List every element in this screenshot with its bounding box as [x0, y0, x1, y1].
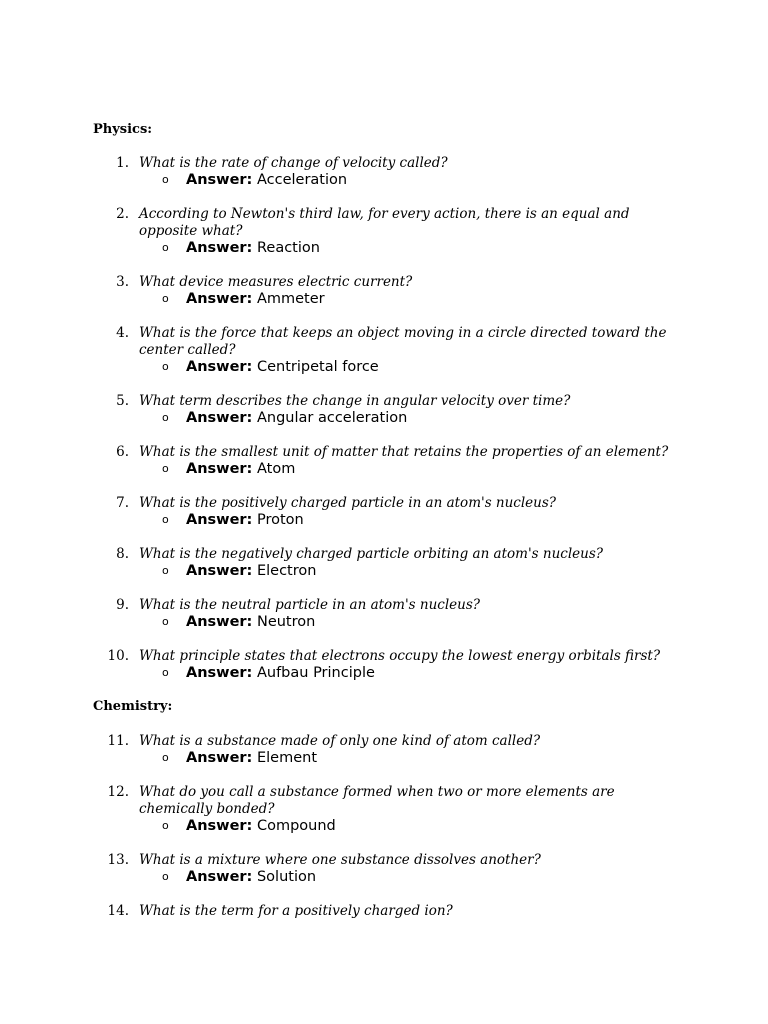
answer-item — [0, 868, 768, 886]
answer-item — [0, 613, 768, 631]
answer-item — [0, 749, 768, 767]
answer-line — [186, 409, 407, 427]
answer-item — [0, 664, 768, 682]
question-number: 1. — [116, 155, 129, 171]
question-text: What do you call a substance formed when two or more elements are chemically bonded? — [139, 784, 615, 817]
bullet-marker: o — [162, 564, 169, 577]
answer-item — [0, 562, 768, 580]
bullet-marker: o — [162, 173, 169, 186]
answer-item — [0, 817, 768, 835]
answer-item — [0, 239, 768, 257]
question-text: What is the rate of change of velocity called? — [139, 155, 448, 171]
question-number: 12. — [107, 784, 129, 800]
question-number: 5. — [116, 393, 129, 409]
answer-label: Answer: — [186, 563, 253, 579]
answer-label: Answer: — [186, 410, 253, 426]
answer-line — [186, 171, 347, 189]
answer-value: Acceleration — [256, 172, 348, 188]
section-heading-chemistry: Chemistry: — [93, 699, 173, 714]
answer-line — [186, 613, 315, 631]
answer-label: Answer: — [186, 512, 253, 528]
question-text: What is the smallest unit of matter that retains the properties of an element? — [139, 444, 669, 460]
bullet-marker: o — [162, 241, 169, 254]
answer-item — [0, 171, 768, 189]
answer-value: Ammeter — [256, 291, 325, 307]
answer-label: Answer: — [186, 172, 253, 188]
question-number: 9. — [116, 597, 129, 613]
bullet-marker: o — [162, 292, 169, 305]
answer-label: Answer: — [186, 291, 253, 307]
question-number: 7. — [116, 495, 129, 511]
bullet-marker: o — [162, 666, 169, 679]
bullet-marker: o — [162, 360, 169, 373]
answer-value: Solution — [256, 869, 317, 885]
answer-label: Answer: — [186, 461, 253, 477]
answer-value: Proton — [256, 512, 304, 528]
bullet-marker: o — [162, 615, 169, 628]
answer-value: Atom — [256, 461, 296, 477]
question-number: 10. — [107, 648, 129, 664]
question-number: 8. — [116, 546, 129, 562]
bullet-marker: o — [162, 819, 169, 832]
answer-label: Answer: — [186, 359, 253, 375]
answer-line — [186, 460, 295, 478]
answer-value: Compound — [256, 818, 336, 834]
question-text: What is the negatively charged particle orbiting an atom's nucleus? — [139, 546, 604, 562]
question-text: What is the neutral particle in an atom's nucleus? — [139, 597, 481, 613]
bullet-marker: o — [162, 870, 169, 883]
question-text: What is the positively charged particle in an atom's nucleus? — [139, 495, 557, 511]
question-text: What principle states that electrons occupy the lowest energy orbitals first? — [139, 648, 661, 664]
answer-line — [186, 511, 304, 529]
bullet-marker: o — [162, 411, 169, 424]
answer-value: Aufbau Principle — [256, 665, 375, 681]
answer-value: Centripetal force — [256, 359, 379, 375]
bullet-marker: o — [162, 513, 169, 526]
answer-line — [186, 239, 320, 257]
answer-item — [0, 290, 768, 308]
question-number: 6. — [116, 444, 129, 460]
answer-label: Answer: — [186, 665, 253, 681]
answer-item — [0, 511, 768, 529]
answer-line — [186, 664, 375, 682]
answer-label: Answer: — [186, 869, 253, 885]
answer-item — [0, 409, 768, 427]
question-text: What device measures electric current? — [139, 274, 413, 290]
question-text: What is a substance made of only one kind of atom called? — [139, 733, 541, 749]
answer-line — [186, 749, 317, 767]
question-number: 3. — [116, 274, 129, 290]
answer-item — [0, 358, 768, 376]
answer-value: Neutron — [256, 614, 316, 630]
answer-label: Answer: — [186, 750, 253, 766]
question-text: What term describes the change in angular velocity over time? — [139, 393, 571, 409]
answer-value: Element — [256, 750, 318, 766]
answer-line — [186, 817, 336, 835]
question-number: 11. — [107, 733, 129, 749]
answer-line — [186, 562, 316, 580]
answer-value: Electron — [256, 563, 317, 579]
answer-label: Answer: — [186, 818, 253, 834]
question-number: 14. — [107, 903, 129, 919]
question-text: According to Newton's third law, for every action, there is an equal and opposite what? — [139, 206, 630, 239]
section-heading-physics: Physics: — [93, 122, 153, 137]
bullet-marker: o — [162, 462, 169, 475]
answer-value: Reaction — [256, 240, 320, 256]
question-number: 4. — [116, 325, 129, 341]
answer-label: Answer: — [186, 614, 253, 630]
question-number: 13. — [107, 852, 129, 868]
question-text: What is the term for a positively charged ion? — [139, 903, 453, 919]
answer-line — [186, 358, 379, 376]
answer-label: Answer: — [186, 240, 253, 256]
answer-line — [186, 290, 325, 308]
answer-value: Angular acceleration — [256, 410, 408, 426]
question-text: What is the force that keeps an object moving in a circle directed toward the center called? — [139, 325, 667, 358]
answer-item — [0, 460, 768, 478]
question-number: 2. — [116, 206, 129, 222]
bullet-marker: o — [162, 751, 169, 764]
question-text: What is a mixture where one substance dissolves another? — [139, 852, 541, 868]
answer-line — [186, 868, 316, 886]
